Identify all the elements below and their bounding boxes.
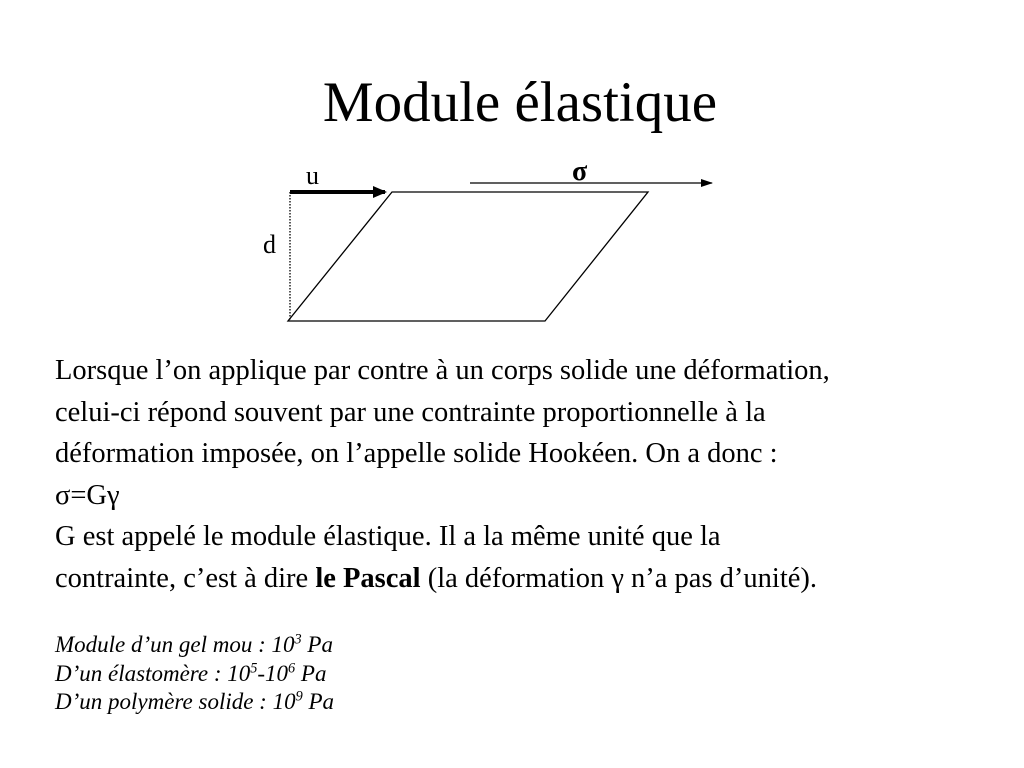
body-paragraph [55, 350, 1005, 599]
paragraph-line: Lorsque l’on applique par contre à un corps solide une déformation, [55, 355, 830, 386]
exponent: 6 [288, 660, 296, 677]
example-elastomer [55, 660, 755, 689]
exponent: 3 [294, 631, 302, 648]
hooke-formula: σ=Gγ [55, 479, 120, 511]
exponent: 9 [295, 688, 303, 705]
sheared-parallelogram [288, 192, 648, 321]
paragraph-text: (la déformation γ n’a pas d’unité). [420, 562, 818, 594]
label-u: u [306, 161, 319, 190]
label-sigma: σ [572, 156, 588, 187]
example-text: D’un polymère solide : 10 [55, 689, 296, 715]
example-text: -10 [257, 660, 289, 686]
example-text: Module d’un gel mou : 10 [55, 632, 295, 657]
modulus-examples [55, 631, 755, 717]
paragraph-line: G est appelé le module élastique. Il a la même unité que la [55, 521, 721, 552]
example-unit: Pa [302, 689, 335, 715]
paragraph-line: celui-ci répond souvent par une contrainte proportionnelle à la [55, 396, 766, 428]
paragraph-line: déformation imposée, on l’appelle solide Hookéen. On a donc : [55, 438, 778, 469]
exponent: 5 [250, 660, 258, 677]
example-text: D’un élastomère : 10 [55, 660, 251, 686]
example-unit: Pa [295, 660, 327, 686]
example-unit: Pa [301, 632, 333, 657]
pascal-unit-bold: le Pascal [315, 562, 421, 594]
example-polymer [55, 688, 755, 717]
label-d: d [263, 230, 276, 259]
paragraph-line [55, 558, 1005, 600]
slide-title: Module élastique [322, 71, 718, 134]
paragraph-text: contrainte, c’est à dire [55, 562, 316, 594]
example-gel [55, 631, 755, 660]
